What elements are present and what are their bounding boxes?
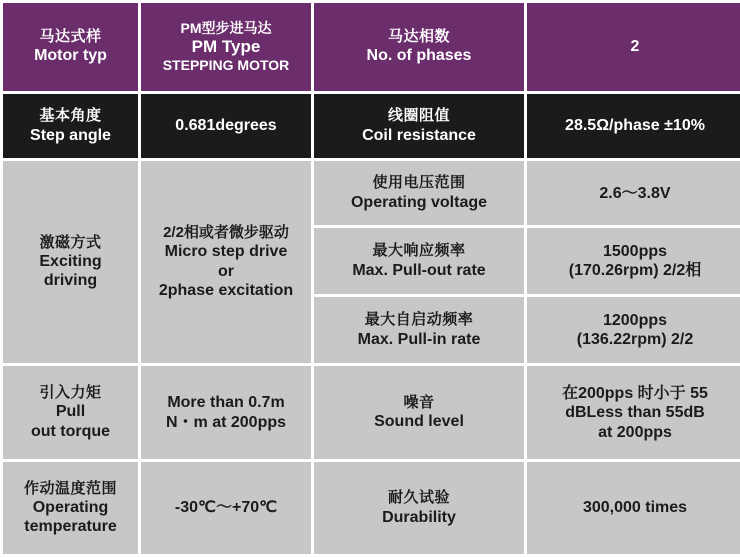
label-cn: 激磁方式 [39, 233, 102, 251]
value-line-2: dBLess than 55dB [565, 404, 705, 422]
value-line-1: 2/2相或者微步驱动 [163, 223, 289, 241]
label-cn: 最大自启动频率 [364, 311, 474, 329]
cell-operating-voltage-value [527, 161, 740, 225]
cell-phases-value [527, 3, 740, 91]
cell-operating-temperature-label [3, 462, 138, 554]
cell-pull-out-torque-value [141, 366, 311, 459]
label-en: Max. Pull-out rate [352, 261, 486, 279]
cell-sound-level-value [527, 366, 740, 459]
label-cn: 基本角度 [39, 107, 102, 125]
cell-durability-label [314, 462, 524, 554]
cell-pull-out-torque-label [3, 366, 138, 459]
label-cn: 耐久试验 [387, 489, 450, 507]
cell-step-angle-value [141, 94, 311, 158]
value-line-1: 1200pps [602, 311, 668, 329]
label-en: Coil resistance [362, 126, 476, 144]
table-row [3, 94, 740, 158]
table-row [3, 161, 740, 225]
value-line-2: N・m at 200pps [165, 413, 287, 431]
label-cn: 使用电压范围 [372, 174, 466, 192]
value-line-1: 在200pps 时小于 55 [562, 384, 708, 402]
value-line-2: (136.22rpm) 2/2 [576, 331, 694, 349]
label-en-line-2: out torque [30, 422, 111, 440]
value: 2.6～3.8V [599, 184, 671, 202]
cell-sound-level-label [314, 366, 524, 459]
label-en: Sound level [374, 413, 464, 431]
label-en-line-2: temperature [24, 518, 117, 536]
value-line-3: STEPPING MOTOR [162, 57, 290, 74]
value: 2 [630, 38, 640, 56]
label-cn: 噪音 [403, 393, 435, 411]
label-en-line-1: Exciting [39, 252, 102, 270]
label-en: Operating voltage [350, 193, 488, 211]
table-row [3, 3, 740, 91]
value: 300,000 times [582, 499, 688, 517]
cell-pull-out-rate-value [527, 228, 740, 294]
label-en: Motor typ [34, 47, 107, 65]
cell-motor-type-label [3, 3, 138, 91]
value-line-3: or [218, 262, 234, 280]
label-en: No. of phases [366, 47, 472, 65]
value: 0.681degrees [175, 117, 277, 135]
value-line-2: PM Type [191, 36, 261, 56]
value-line-2: (170.26rpm) 2/2相 [568, 262, 702, 280]
value-line-1: 1500pps [602, 242, 668, 260]
cell-motor-type-value [141, 3, 311, 91]
value-line-1: PM型步进马达 [180, 19, 272, 36]
table-row [3, 462, 740, 554]
cell-coil-resistance-value [527, 94, 740, 158]
label-en: Max. Pull-in rate [357, 330, 481, 348]
value-line-2: Micro step drive [164, 243, 288, 261]
cell-phases-label [314, 3, 524, 91]
table-row [3, 366, 740, 459]
cell-operating-temperature-value [141, 462, 311, 554]
value-line-3: at 200pps [598, 423, 672, 441]
label-en-line-1: Operating [32, 498, 109, 516]
label-en: Step angle [30, 126, 111, 144]
cell-coil-resistance-label [314, 94, 524, 158]
cell-pull-in-rate-value [527, 297, 740, 363]
cell-durability-value [527, 462, 740, 554]
cell-pull-in-rate-label [314, 297, 524, 363]
value-line-4: 2phase excitation [158, 282, 294, 300]
label-en-line-1: Pull [55, 403, 86, 421]
label-cn: 最大响应频率 [372, 242, 466, 260]
cell-pull-out-rate-label [314, 228, 524, 294]
value: -30℃～+70℃ [174, 499, 278, 517]
label-cn: 马达式样 [39, 28, 102, 46]
label-en: Durability [382, 508, 456, 526]
label-cn: 作动温度范围 [23, 479, 117, 497]
cell-operating-voltage-label [314, 161, 524, 225]
value-line-1: More than 0.7m [167, 394, 285, 412]
cell-exciting-driving-value [141, 161, 311, 363]
label-cn: 马达相数 [387, 28, 450, 46]
value: 28.5Ω/phase ±10% [565, 117, 705, 135]
label-cn: 线圈阻值 [387, 107, 450, 125]
label-en-line-2: driving [43, 272, 98, 290]
cell-step-angle-label [3, 94, 138, 158]
cell-exciting-driving-label [3, 161, 138, 363]
label-cn: 引入力矩 [39, 384, 102, 402]
